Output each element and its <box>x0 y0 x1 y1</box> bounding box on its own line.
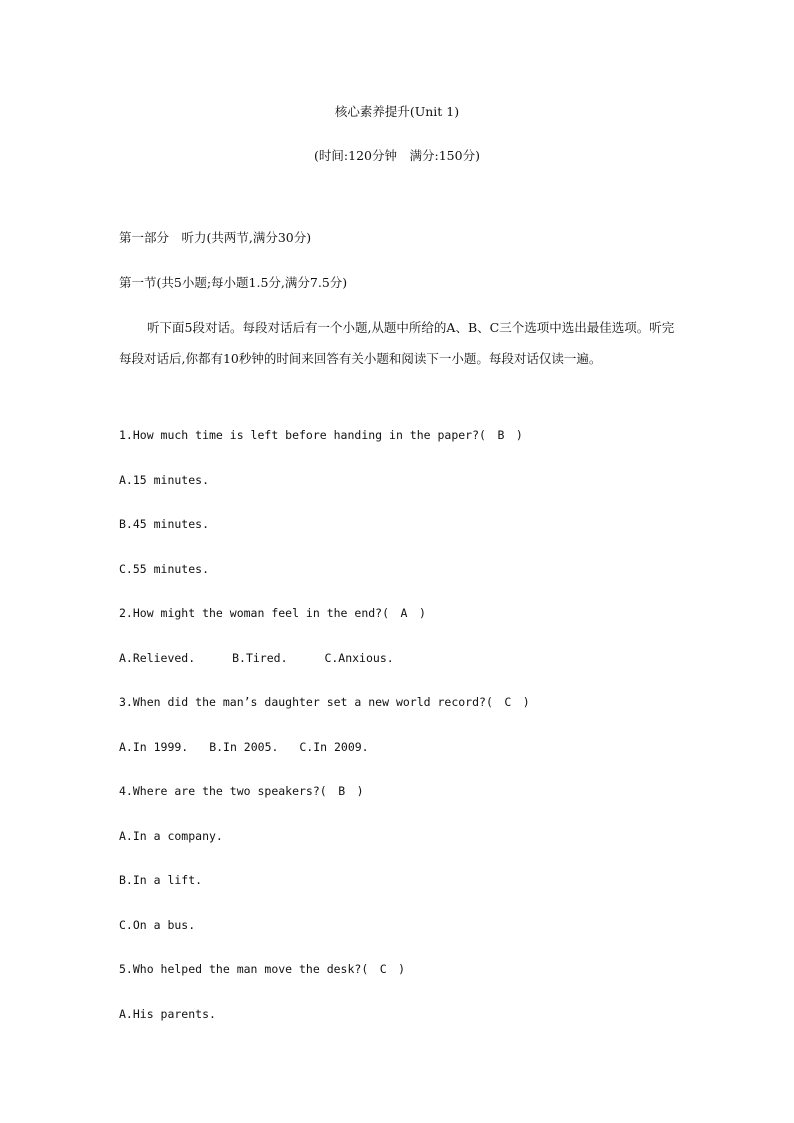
options-row <box>119 650 394 666</box>
option: A.His parents. <box>119 1007 216 1021</box>
question-stem: 5.Who helped the man move the desk?( C ) <box>119 962 406 976</box>
option: B.45 minutes. <box>119 517 210 531</box>
options-row <box>119 739 369 755</box>
page-title: 核心素养提升(Unit 1) <box>334 104 460 119</box>
option: C.In 2009. <box>299 740 369 754</box>
question-stem: 4.Where are the two speakers?( B ) <box>119 784 364 798</box>
option: C.55 minutes. <box>119 562 210 576</box>
part-heading: 第一部分 听力(共两节,满分30分) <box>119 230 312 245</box>
option: A.In 1999. <box>119 740 189 754</box>
question-stem: 2.How might the woman feel in the end?( A ) <box>119 606 426 620</box>
question-stem: 3.When did the man’s daughter set a new world record?( C ) <box>119 695 530 709</box>
option: A.Relieved. <box>119 651 196 665</box>
instructions-paragraph: 听下面5段对话。每段对话后有一个小题,从题中所给的A、B、C三个选项中选出最佳选项。听完每段对话后,你都有10秒钟的时间来回答有关小题和阅读下一小题。每段对话仅读一遍。 <box>119 320 675 366</box>
question-stem: 1.How much time is left before handing in the paper?( B ) <box>119 428 523 442</box>
section-heading: 第一节(共5小题;每小题1.5分,满分7.5分) <box>119 275 348 290</box>
option: B.In 2005. <box>209 740 279 754</box>
option: A.15 minutes. <box>119 473 210 487</box>
option: C.Anxious. <box>324 651 394 665</box>
option: C.On a bus. <box>119 918 196 932</box>
option: A.In a company. <box>119 829 223 843</box>
option: B.In a lift. <box>119 873 203 887</box>
page-subtitle: (时间:120分钟 满分:150分) <box>314 148 480 163</box>
option: B.Tired. <box>232 651 288 665</box>
